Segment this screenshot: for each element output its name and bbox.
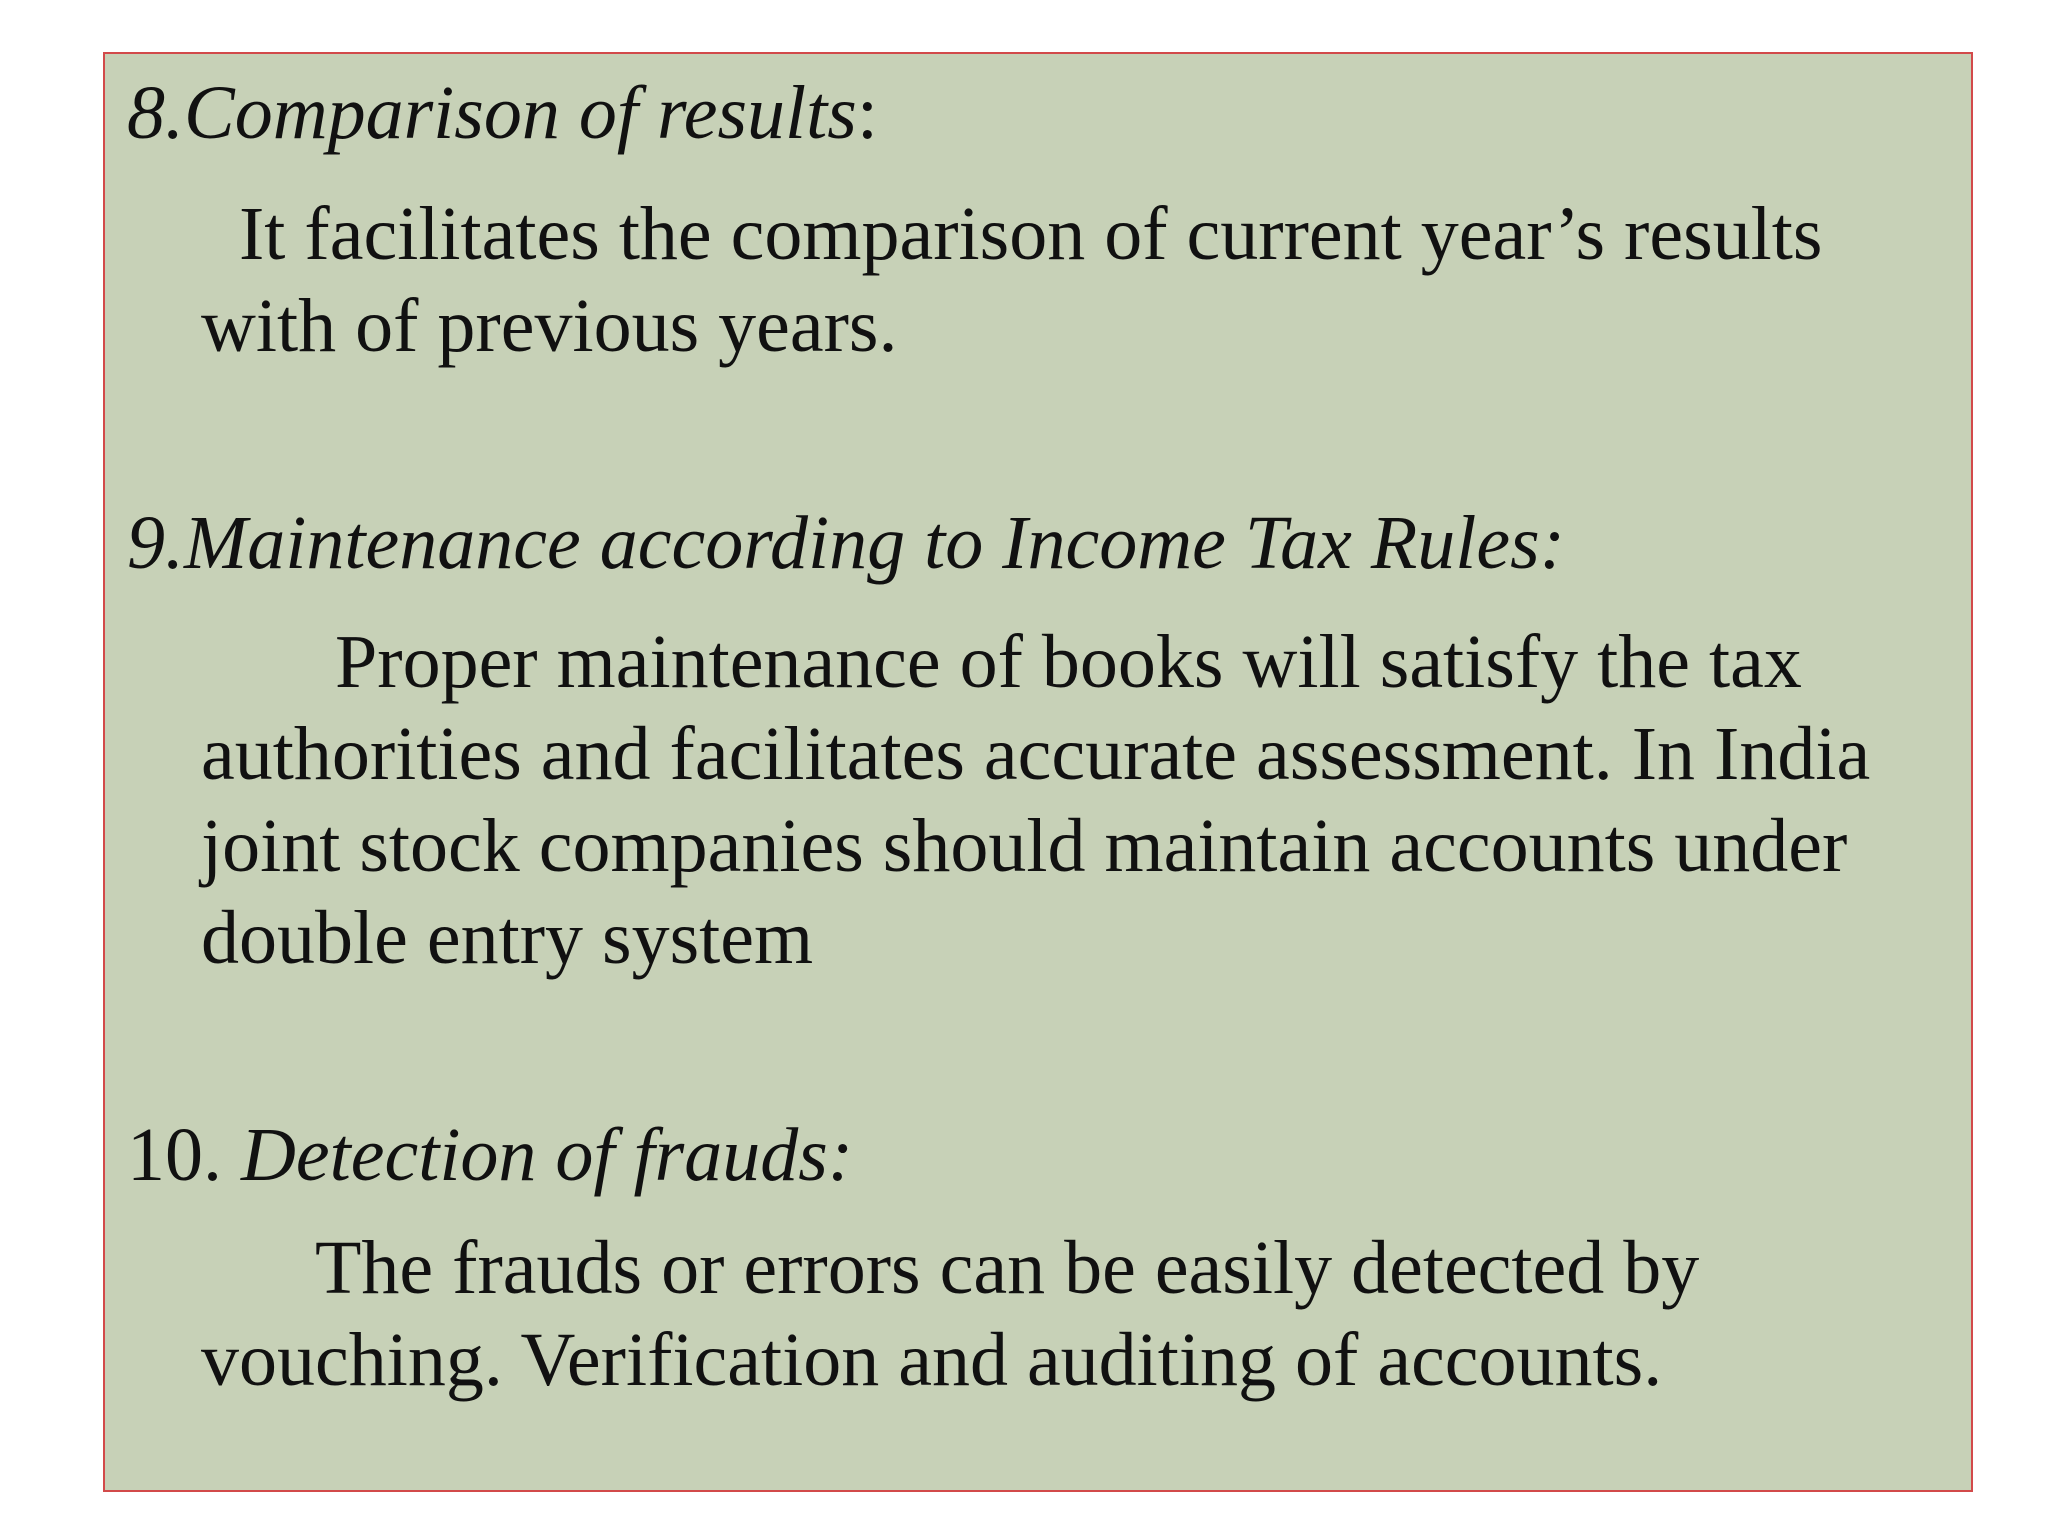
section-number: 10. xyxy=(127,1113,222,1197)
section-title: Maintenance according to Income Tax Rules xyxy=(184,501,1540,585)
body-line: vouching. Verification and auditing of accounts. xyxy=(201,1318,1663,1402)
section-heading-9 xyxy=(127,500,1947,586)
body-line: authorities and facilitates accurate assessment. In India xyxy=(201,712,1871,796)
body-line: It facilitates the comparison of current year’s results xyxy=(239,192,1823,276)
section-heading-10 xyxy=(127,1112,1947,1198)
section-colon: : xyxy=(1539,501,1566,585)
body-line: Proper maintenance of books will satisfy the tax xyxy=(335,620,1802,704)
section-body-8 xyxy=(201,188,1941,372)
body-line: with of previous years. xyxy=(201,284,898,368)
section-title: Comparison of results xyxy=(184,71,857,155)
section-colon: : xyxy=(827,1113,854,1197)
body-line: double entry system xyxy=(201,896,814,980)
section-colon: : xyxy=(856,71,878,155)
section-heading-8 xyxy=(127,70,1947,156)
body-line: The frauds or errors can be easily detected by xyxy=(315,1226,1700,1310)
body-line: joint stock companies should maintain accounts under xyxy=(201,804,1848,888)
section-body-10 xyxy=(201,1222,1941,1406)
content-panel xyxy=(103,52,1973,1492)
section-number: 9. xyxy=(127,501,184,585)
section-body-9 xyxy=(201,616,1941,984)
section-number: 8. xyxy=(127,71,184,155)
section-title: Detection of frauds xyxy=(241,1113,828,1197)
